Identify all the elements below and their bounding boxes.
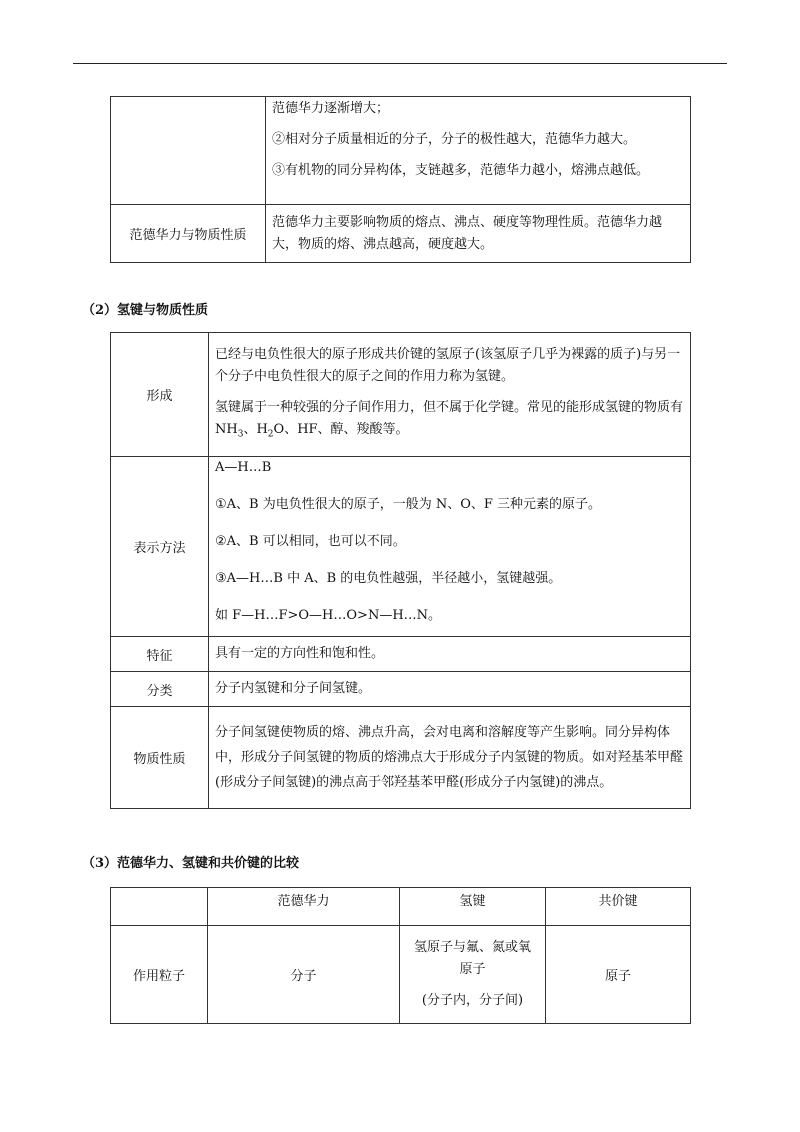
vdw-property-label: 范德华力与物质性质: [111, 205, 266, 263]
representation-line-4: ③A—H…B 中 A、B 的电负性越强，半径越小，氢键越强。: [215, 571, 562, 586]
formation-text-1: 已经与电负性很大的原子形成共价键的氢原子(该氢原子几乎为裸露的质子)与另一个分子中电负性很大的原子之间的作用力称为氢键。: [215, 346, 681, 384]
empty-label-cell: [111, 97, 266, 205]
properties-cell: 分子间氢键使物质的熔、沸点升高，会对电离和溶解度等产生影响。同分异构体中，形成分子间氢键的物质的熔沸点大于形成分子内氢键的物质。如对羟基苯甲醛(形成分子间氢键)的沸点高于邻羟基苯甲醛(形成分子内氢键)的沸点。: [209, 707, 691, 809]
table-row: [111, 926, 691, 1024]
row-label-particles: 作用粒子: [111, 926, 208, 1024]
representation-line-3: ②A、B 可以相同，也可以不同。: [215, 534, 406, 549]
hbond-table: [110, 332, 691, 809]
formation-text-2: 氢键属于一种较强的分子间作用力，但不属于化学键。常见的能形成氢键的物质有 $NH_3$、$H_2O$、HF、醇、羧酸等。: [215, 399, 684, 440]
section-title-hbond: （2）氢键与物质性质: [82, 303, 209, 318]
covalent-particles: 原子: [546, 926, 691, 1024]
header-covalent: 共价键: [546, 888, 691, 926]
table-row: [111, 457, 691, 637]
vdw-table: [110, 96, 691, 263]
table-row: [111, 205, 691, 263]
section-title-comparison: （3）范德华力、氢键和共价键的比较: [82, 856, 300, 871]
header-vdw: 范德华力: [208, 888, 400, 926]
table-header-row: [111, 888, 691, 926]
table-row: [111, 97, 691, 205]
vdw-factors-cell: [266, 97, 691, 205]
hbond-particles: 氢原子与氟、氮或氧原子 (分子内，分子间): [400, 926, 546, 1024]
representation-line-2: ①A、B 为电负性很大的原子，一般为 N、O、F 三种元素的原子。: [215, 497, 602, 512]
header-rule: [73, 63, 727, 64]
table-row: [111, 637, 691, 672]
table-row: [111, 672, 691, 707]
header-hbond: 氢键: [400, 888, 546, 926]
feature-label: 特征: [111, 637, 209, 672]
representation-line-5: 如 F—H…F>O—H…O>N—H…N。: [215, 608, 442, 623]
vdw-line-3: ③有机物的同分异构体，支链越多，范德华力越小，熔沸点越低。: [272, 163, 650, 178]
vdw-property-cell: [266, 205, 691, 263]
vdw-line-2: ②相对分子质量相近的分子，分子的极性越大，范德华力越大。: [272, 132, 637, 147]
comparison-table: [110, 887, 691, 1024]
table-row: [111, 707, 691, 809]
classification-label: 分类: [111, 672, 209, 707]
vdw-line-1: 范德华力逐渐增大；: [272, 101, 390, 116]
representation-label: 表示方法: [111, 457, 209, 637]
formation-label: 形成: [111, 333, 209, 457]
feature-cell: 具有一定的方向性和饱和性。: [209, 637, 691, 672]
representation-cell: [209, 457, 691, 637]
table-row: [111, 333, 691, 457]
formation-cell: [209, 333, 691, 457]
representation-line-1: A—H…B: [215, 460, 272, 475]
classification-cell: 分子内氢键和分子间氢键。: [209, 672, 691, 707]
header-blank: [111, 888, 208, 926]
vdw-property-text: 范德华力主要影响物质的熔点、沸点、硬度等物理性质。范德华力越大，物质的熔、沸点越高，硬度越大。: [272, 214, 663, 252]
vdw-particles: 分子: [208, 926, 400, 1024]
properties-label: 物质性质: [111, 707, 209, 809]
